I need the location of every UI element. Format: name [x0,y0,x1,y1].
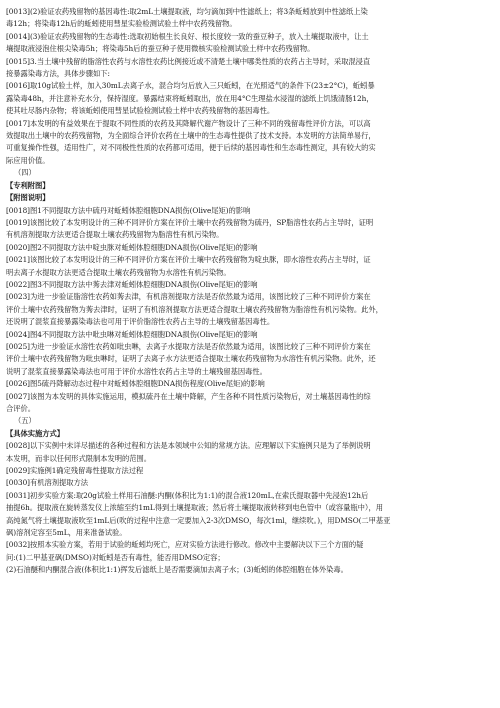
text-line: 毒12h；将染毒12h后的蚯蚓使用彗星实验检测试验土样中农药残留物。 [6,19,237,29]
text-line: 高纯氮气将土壤提取液吹至1mL后(吹的过程中注意一定要加入2-3次DMSO，每次1ml，继续吹。)，用DMSO(二甲基亚 [6,515,391,525]
text-line: [0014](3)验证农药残留物的生态毒性:选取初始根生长良好、根长度较一致的蚕豆种子，放入土壤提取液中，让土 [6,31,369,41]
text-line: 际应用价值。 [6,155,50,165]
text-line: 接暴露染毒方法，具体步骤如下: [6,69,110,79]
text-line: 有机溶剂提取方法更适合提取土壤农药残留物为脂溶性有机污染物。 [6,230,224,240]
text-line: 还说明了混浆直接暴露染毒法也可用于评价脂溶性农药占主导的土壤残留基因毒性。 [6,317,275,327]
text-line: [0025]为进一步验证水溶性农药如吡虫啉，去离子水提取方法是否依然最为适用，该图比较了三种不同评价方案在 [6,341,371,351]
text-line: [0030]有机溶剂提取方法 [6,478,88,488]
text-line: 效提取出土壤中的农药残留物，为全面综合评价农药在土壤中的生态毒性提供了技术支持。本发明的方法简单易行， [6,131,376,141]
text-line: [0029]实施例1确定残留毒性提取方法过程 [6,466,144,476]
text-line: [0013](2)验证农药残留物的基因毒性:取2mL土壤提取液，均匀滴加到中性滤纸上；将3条蚯蚓放到中性滤纸上染 [6,7,368,16]
section-heading: 【具体实施方式】 [6,428,64,438]
text-line: [0022]图3不同提取方法中莠去津对蚯蚓体腔细胞DNA损伤(Olive尾矩)的影响 [6,279,258,289]
section-heading: 【附图说明】 [6,193,50,203]
text-line: 说明了混浆直接暴露染毒法也可用于评价水溶性农药占主导的土壤残留基因毒性。 [6,366,267,376]
text-line: [0021]该图比较了本发明设计的三种不同评价方案在评价土壤中农药残留物为啶虫脒，即水溶性农药占主导时，证 [6,255,371,265]
text-line: [0019]该图比较了本发明设计的三种不同评价方案在评价土壤中农药残留物为硫丹，SP脂溶性农药占主导时，证明 [6,217,374,227]
section-heading: 【专利附图】 [6,180,50,190]
text-line: 评价土壤中农药残留物为吡虫啉时，证明了去离子水方法更适合提取土壤农药残留物为水溶性有机污染物。此外，还 [6,354,376,364]
text-line: [0018]图1不同提取方法中硫丹对蚯蚓体腔细胞DNA损伤(Olive尾矩)的影响 [6,205,251,215]
text-line: [0028]以下实例中未详尽描述的各种过程和方法是本领域中公知的常规方法。应理解以下实施例只是为了举例说明 [6,441,371,451]
text-line: （五） [14,416,36,426]
text-line: 可重复操作性强，适用性广，对不同极性性质的农药都可适用，便于后续的基因毒性和生态毒性测定，具有较大的实 [6,143,376,153]
text-line: [0020]图2不同提取方法中啶虫脒对蚯蚓体腔细胞DNA损伤(Olive尾矩)的影响 [6,242,258,252]
text-line: [0032]按照本实验方案，若用于试验的蚯蚓均死亡，应对实验方法进行修改。修改中主要解决以下三个方面的疑 [6,540,364,550]
text-line: 露染毒48h，并注意补充水分，保持湿度。暴露结束将蚯蚓取出，放在用4°C生理盐水浸湿的滤纸上饥饿清肠12h， [6,93,374,103]
text-line: [0023]为进一步验证脂溶性农药如莠去津，有机溶剂提取方法是否依然最为适用，该图比较了三种不同评价方案在 [6,292,371,302]
text-line: (2)石油醚和内酮混合液(体积比1:1)挥发后滤纸上是否需要滴加去离子水；(3)蚯蚓的体腔细胞在体外染毒。 [6,565,348,575]
text-line: 明去离子水提取方法更适合提取土壤农药残留物为水溶性有机污染物。 [6,267,231,277]
text-line: 问:(1)二甲基亚砜(DMSO)对蚯蚓是否有毒性，能否用DMSO定容； [6,552,225,562]
text-line: [0024]图4不同提取方法中吡虫啉对蚯蚓体腔细胞DNA损伤(Olive尾矩)的影响 [6,329,258,339]
text-line: 本发明，而非以任何形式限制本发明的范围。 [6,453,151,463]
text-line: 砜)溶剂定容至5mL，用来准备试验。 [6,528,127,538]
text-line: [0017]本发明的有益效果在于提取不同性质的农药及其降解代谢产物设计了三种不同的残留毒性评价方法，可以高 [6,118,371,128]
text-line: （四） [14,168,36,178]
text-line: [0031]初步实验方案:取20g试验土样用石油醚:内酮(体积比为1:1)的混合液120mL,在索氏提取器中先浸泡12h后 [6,490,369,500]
text-line: 使其吐尽肠内杂物；将该蚯蚓使用彗星试验检测试验土样中农药残留物的基因毒性。 [6,106,275,116]
text-line: 合评价。 [6,404,35,413]
text-line: [0016]取10g试验土样，加入30mL去离子水，混合均匀后放入三只蚯蚓，在光照适气的条件下(23±2°C)，蚯蚓暴 [6,81,375,91]
text-line: [0027]该图为本发明的具体实施运用，模拟硫丹在土壤中降解，产生各种不同性质污染物后，对土壤基因毒性的综 [6,391,371,401]
text-line: [0026]图5硫丹降解动态过程中对蚯蚓体腔细胞DNA损伤程度(Olive尾矩)的影响 [6,379,265,389]
text-line: 壤提取液浸泡住根尖染毒5h；将染毒5h后的蚕豆种子使用微核实验检测试验土样中农药残留物。 [6,44,315,54]
text-line: 评价土壤中农药残留物为莠去津时，证明了有机溶剂提取方法更适合提取土壤农药残留物为脂溶性有机污染物。此外， [6,304,383,314]
text-line: 抽提6h。提取液在旋转蒸发仪上浓缩至约1mL得到土壤提取液；然后将土壤提取液转移到电色管中（或容量瓶中），用 [6,503,383,513]
text-line: [0015]3.当土壤中残留的脂溶性农药与水溶性农药比例接近或不清楚土壤中哪类性质的农药占主导时，采取混浸直 [6,56,371,66]
